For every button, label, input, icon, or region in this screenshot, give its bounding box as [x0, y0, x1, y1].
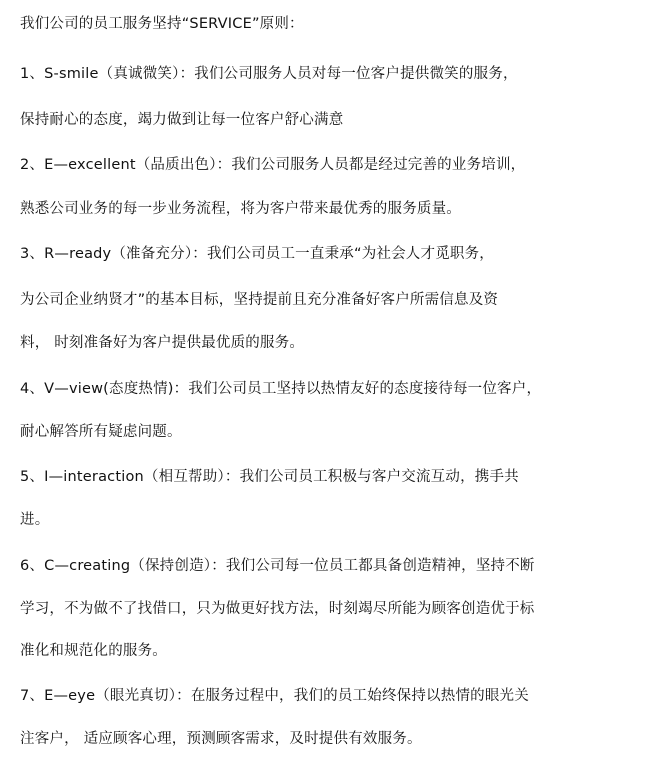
text-line: 准化和规范化的服务。: [20, 643, 167, 659]
text-line: 5、I—interaction（相互帮助）：我们公司员工积极与客户交流互动，携手共: [20, 469, 519, 485]
text-line: 7、E—eye（眼光真切）：在服务过程中，我们的员工始终保持以热情的眼光关: [20, 688, 529, 704]
text-line: 保持耐心的态度，竭力做到让每一位客户舒心满意: [20, 112, 344, 128]
text-line: 3、R—ready（准备充分）：我们公司员工一直秉承“为社会人才觅职务，: [20, 246, 494, 262]
text-line: 学习，不为做不了找借口，只为做更好找方法，时刻竭尽所能为顾客创造优于标: [20, 601, 535, 617]
text-line: 2、E—excellent（品质出色）：我们公司服务人员都是经过完善的业务培训，: [20, 157, 526, 173]
text-line: 4、V—view(态度热情)：我们公司员工坚持以热情友好的态度接待每一位客户，: [20, 381, 542, 397]
text-line: 进。: [20, 512, 50, 528]
text-line: 1、S-smile（真诚微笑）：我们公司服务人员对每一位客户提供微笑的服务，: [20, 66, 518, 82]
text-line: 6、C—creating（保持创造）：我们公司每一位员工都具备创造精神，坚持不断: [20, 558, 535, 574]
text-line: 耐心解答所有疑虑问题。: [20, 424, 182, 440]
text-line: 熟悉公司业务的每一步业务流程，将为客户带来最优秀的服务质量。: [20, 201, 461, 217]
text-line: 料， 时刻准备好为客户提供最优质的服务。: [20, 335, 305, 351]
text-line: 为公司企业纳贤才”的基本目标，坚持提前且充分准备好客户所需信息及资: [20, 292, 499, 308]
text-line: 注客户， 适应顾客心理，预测顾客需求，及时提供有效服务。: [20, 731, 422, 747]
doc-title-line: 我们公司的员工服务坚持“SERVICE”原则：: [20, 16, 304, 32]
